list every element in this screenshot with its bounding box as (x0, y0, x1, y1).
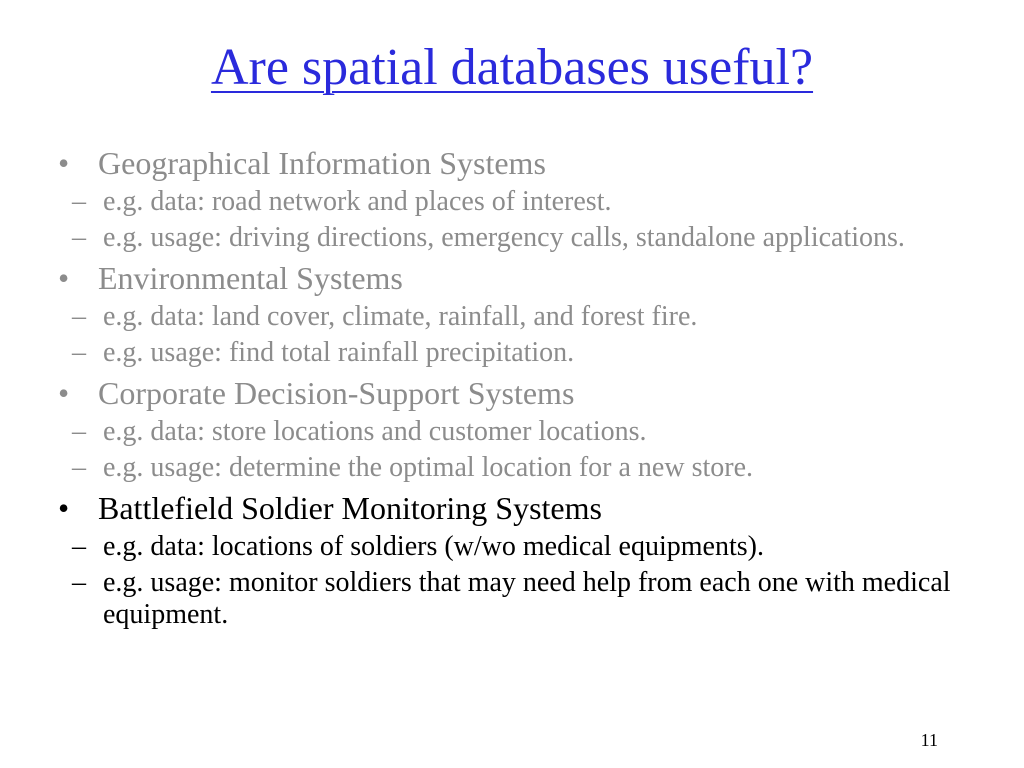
sub-item (58, 416, 978, 448)
sub-marker: – (72, 567, 86, 598)
sub-marker: – (72, 416, 86, 447)
sub-item (58, 186, 978, 218)
sub-marker: – (72, 222, 86, 253)
sub-item-text: e.g. usage: find total rainfall precipitation. (103, 337, 575, 368)
sub-list (58, 531, 978, 631)
sub-list (58, 416, 978, 484)
sub-item-text: e.g. data: locations of soldiers (w/wo medical equipments). (103, 531, 764, 562)
bullet-item-gis (58, 143, 978, 254)
bullet-list (58, 143, 978, 635)
sub-marker: – (72, 531, 86, 562)
sub-item-text: e.g. data: land cover, climate, rainfall, and forest fire. (103, 301, 698, 332)
sub-item-text: e.g. usage: driving directions, emergency calls, standalone applications. (103, 222, 905, 253)
sub-marker: – (72, 186, 86, 217)
sub-item (58, 337, 978, 369)
page-number: 11 (920, 730, 938, 750)
bullet-marker: • (58, 260, 70, 296)
sub-marker: – (72, 452, 86, 483)
bullet-item-environmental (58, 258, 978, 369)
bullet-label: Environmental Systems (98, 260, 403, 296)
sub-marker: – (72, 301, 86, 332)
bullet-item-battlefield (58, 488, 978, 631)
sub-item-text: e.g. usage: monitor soldiers that may need help from each one with medical equipment. (103, 567, 951, 630)
sub-item (58, 531, 978, 563)
sub-marker: – (72, 337, 86, 368)
bullet-marker: • (58, 375, 70, 411)
sub-item-text: e.g. data: store locations and customer locations. (103, 416, 647, 447)
sub-item (58, 301, 978, 333)
bullet-item-corporate (58, 373, 978, 484)
bullet-marker: • (58, 490, 70, 526)
sub-item (58, 567, 978, 631)
slide-title[interactable]: Are spatial databases useful? (210, 39, 814, 96)
sub-item-text: e.g. usage: determine the optimal location for a new store. (103, 452, 754, 483)
sub-list (58, 301, 978, 369)
bullet-label: Geographical Information Systems (98, 145, 546, 181)
sub-item (58, 222, 978, 254)
sub-item (58, 452, 978, 484)
sub-list (58, 186, 978, 254)
bullet-label: Battlefield Soldier Monitoring Systems (98, 490, 602, 526)
sub-item-text: e.g. data: road network and places of interest. (103, 186, 612, 217)
bullet-marker: • (58, 145, 70, 181)
bullet-label: Corporate Decision-Support Systems (98, 375, 575, 411)
